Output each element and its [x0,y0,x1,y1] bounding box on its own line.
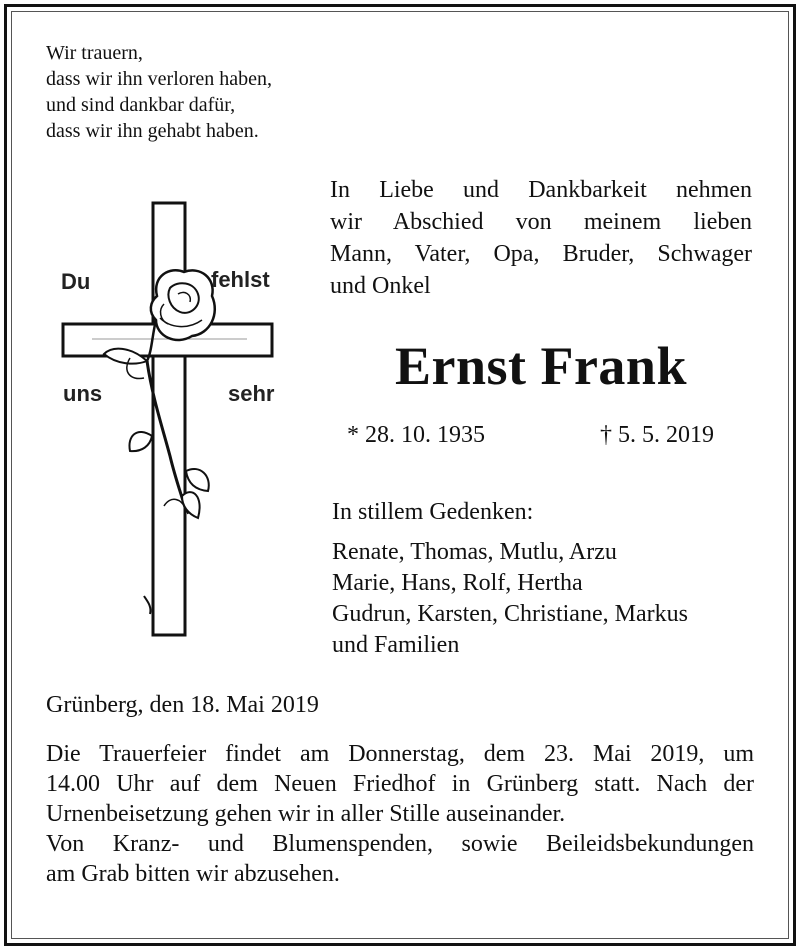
memory-label: In stillem Gedenken: [332,499,534,525]
mourners-line: Gudrun, Karsten, Christiane, Markus [332,601,688,627]
intro-line: In Liebe und Dankbarkeit nehmen [330,177,752,203]
intro-line: wir Abschied von meinem lieben [330,209,752,235]
notice-line: Von Kranz- und Blumenspenden, sowie Beileidsbekundungen [46,831,754,857]
mourners-line: Renate, Thomas, Mutlu, Arzu [332,539,617,565]
intro-line: und Onkel [330,273,431,299]
mourners-line: und Familien [332,632,460,658]
funeral-notice [46,739,754,889]
cross-word-sehr: sehr [228,381,275,406]
mourners-list [332,537,688,661]
notice-line: Die Trauerfeier findet am Donnerstag, dem 23. Mai 2019, um [46,741,754,767]
notice-line: Urnenbeisetzung gehen wir in aller Stille auseinander. [46,801,566,827]
deceased-name: Ernst Frank [394,336,688,396]
notice-line: am Grab bitten wir abzusehen. [46,861,340,887]
mourners-line: Marie, Hans, Rolf, Hertha [332,570,583,596]
poem-line: und sind dankbar dafür, [46,94,236,116]
intro-line: Mann, Vater, Opa, Bruder, Schwager [330,241,752,267]
poem [46,40,272,144]
cross-word-du: Du [61,269,91,294]
cross-with-rose-icon [52,196,292,642]
birth-date: * 28. 10. 1935 [347,422,485,448]
cross-word-uns: uns [63,381,103,406]
intro-text [330,174,752,302]
place-and-date: Grünberg, den 18. Mai 2019 [46,692,319,718]
poem-line: Wir trauern, [46,42,143,64]
poem-line: dass wir ihn verloren haben, [46,68,273,90]
notice-line: 14.00 Uhr auf dem Neuen Friedhof in Grünberg statt. Nach der [46,771,754,797]
cross-word-fehlst: fehlst [211,267,270,292]
poem-line: dass wir ihn gehabt haben. [46,120,259,142]
death-date: † 5. 5. 2019 [600,422,714,448]
cross-illustration [52,196,292,642]
